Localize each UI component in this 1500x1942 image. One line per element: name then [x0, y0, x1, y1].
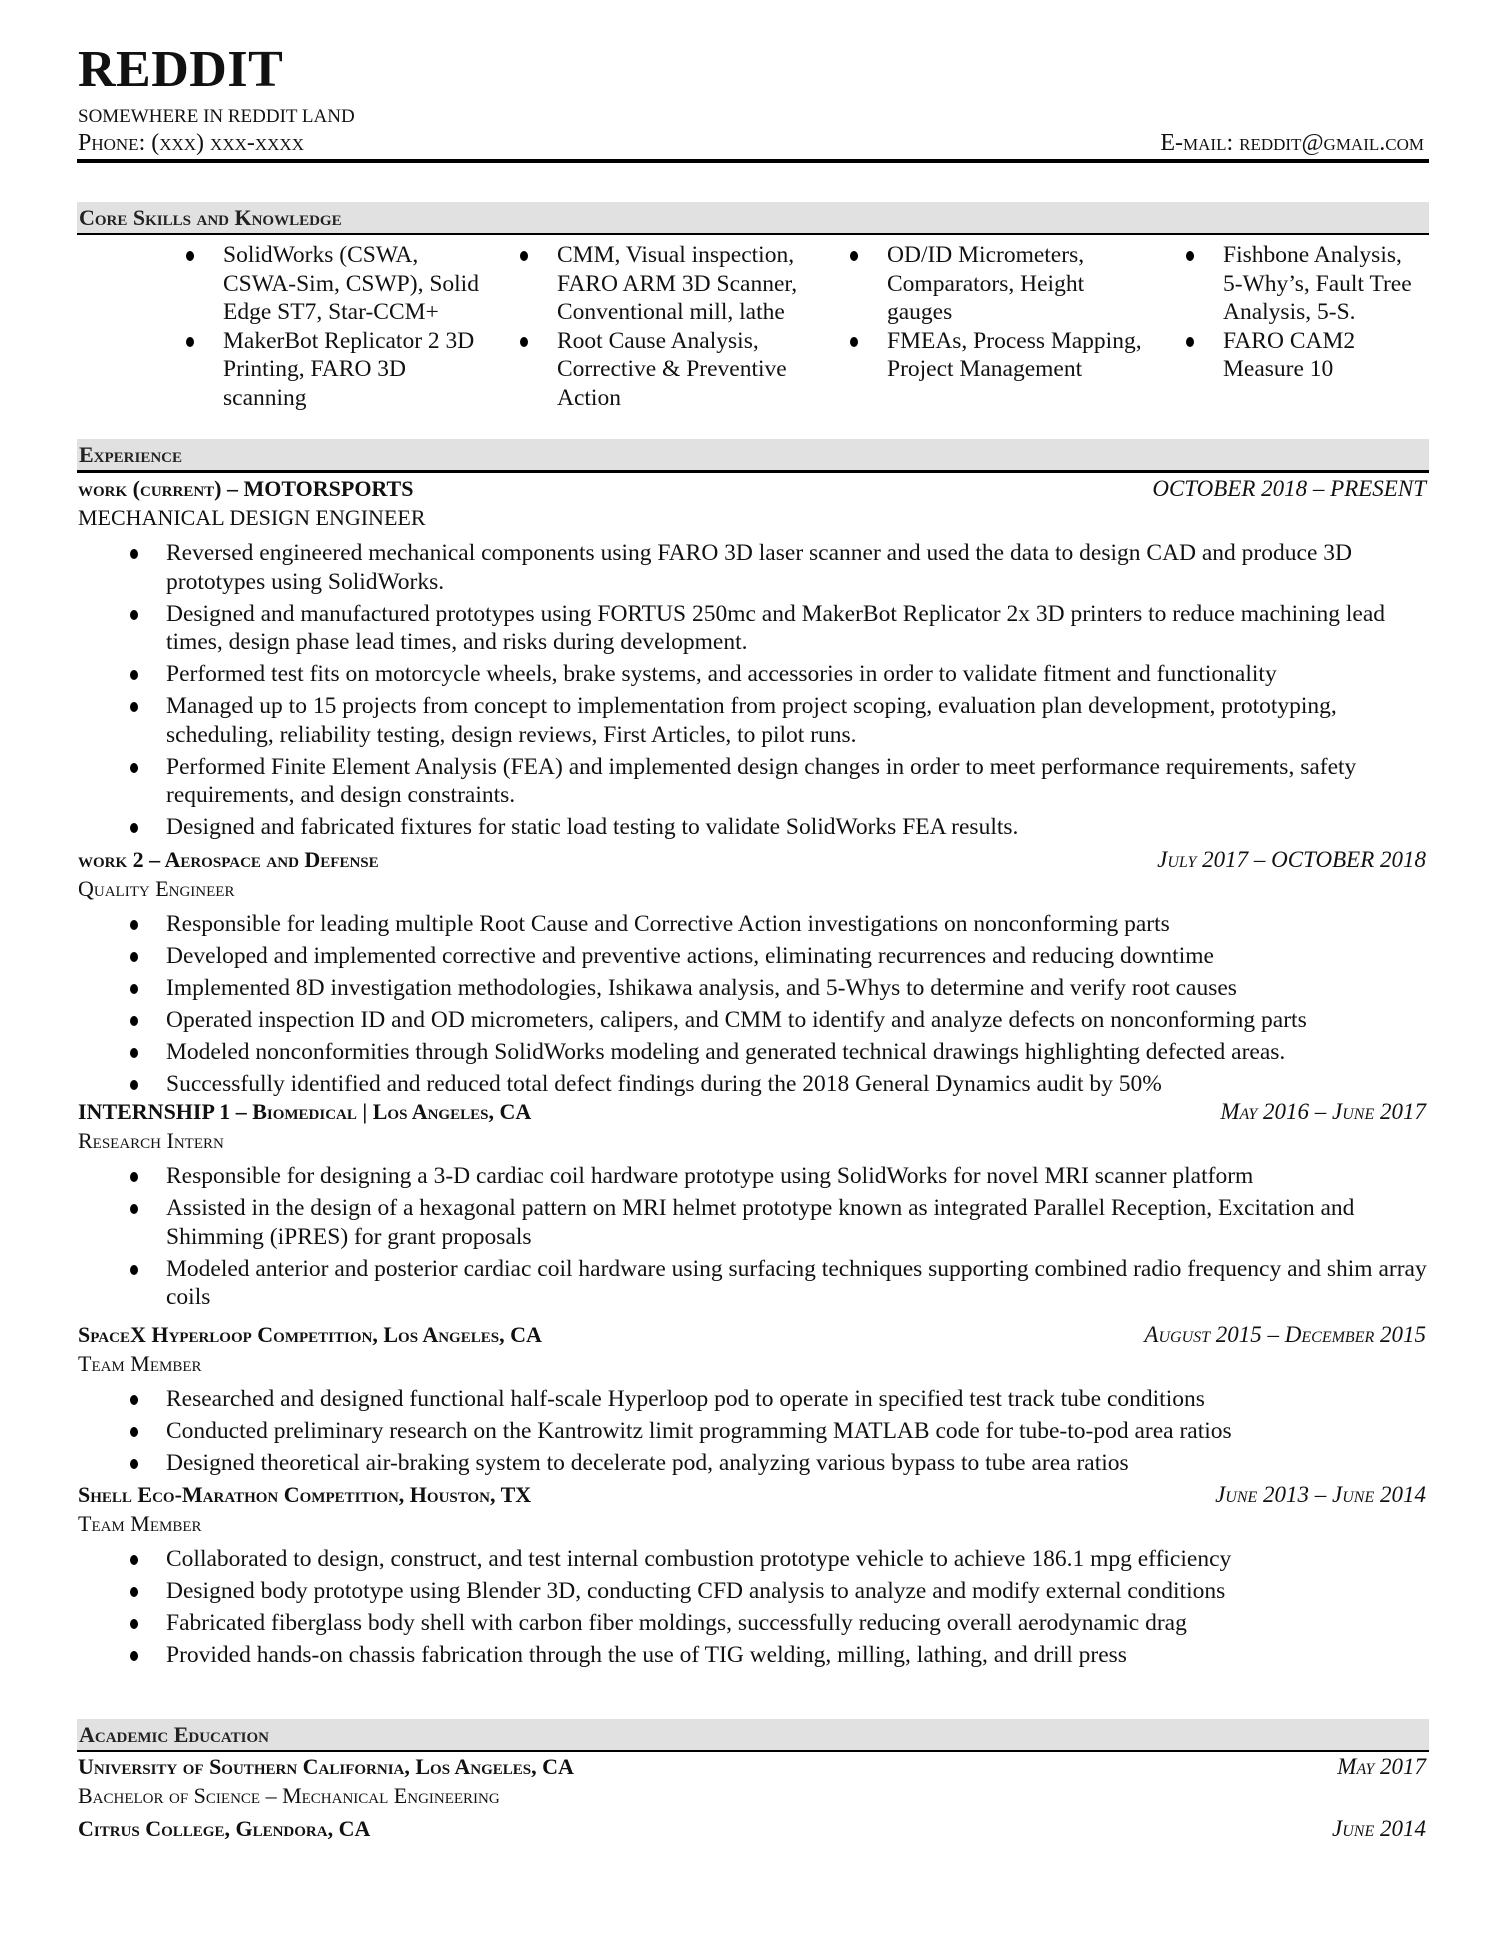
- job-entry: [78, 1097, 1428, 1315]
- job-organization: work (current) – MOTORSPORTS: [78, 476, 414, 501]
- job-header: [78, 474, 1428, 503]
- degree: Bachelor of Science – Mechanical Engineering: [78, 1783, 500, 1808]
- job-title: Team Member: [78, 1351, 202, 1376]
- skill-item: MakerBot Replicator 2 3D Printing, FARO 3D scanning: [223, 327, 513, 413]
- job-dates: May 2016 – June 2017: [1220, 1099, 1426, 1124]
- job-dates: July 2017 – OCTOBER 2018: [1157, 847, 1426, 872]
- job-entry: [78, 1320, 1428, 1481]
- school-name: University of Southern California, Los Angeles, CA: [78, 1754, 574, 1779]
- bullet-item: Successfully identified and reduced total defect findings during the 2018 General Dynamics audit by 50%: [166, 1070, 1428, 1099]
- bullet-item: Conducted preliminary research on the Kantrowitz limit programming MATLAB code for tube-to-pod area ratios: [166, 1417, 1428, 1446]
- bullet-item: Designed theoretical air-braking system to decelerate pod, analyzing various bypass to tube area ratios: [166, 1449, 1428, 1478]
- bullet-item: Developed and implemented corrective and preventive actions, eliminating recurrences and reducing downtime: [166, 942, 1428, 971]
- job-bullets: [78, 539, 1428, 842]
- job-title: Team Member: [78, 1511, 202, 1536]
- section-header-experience: [77, 439, 1429, 473]
- job-header: [78, 1320, 1428, 1349]
- job-title: Quality Engineer: [78, 876, 235, 901]
- job-entry: [78, 1480, 1428, 1673]
- school-date: May 2017: [1337, 1754, 1426, 1779]
- skills-column-1: [223, 241, 513, 412]
- job-header: [78, 1097, 1428, 1126]
- bullet-item: Managed up to 15 projects from concept to implementation from project scoping, evaluation plan development, prototyping, scheduling, reliability testing, design reviews, First Articles, to pilot runs.: [166, 692, 1428, 749]
- bullet-item: Performed Finite Element Analysis (FEA) and implemented design changes in order to meet performance requirements, safety requirements, and design constraints.: [166, 753, 1428, 810]
- email: E-mail: reddit@gmail.com: [1160, 130, 1424, 156]
- skill-item: Fishbone Analysis, 5-Why’s, Fault Tree Analysis, 5-S.: [1223, 241, 1463, 327]
- bullet-item: Modeled nonconformities through SolidWorks modeling and generated technical drawings highlighting defected areas.: [166, 1038, 1428, 1067]
- bullet-item: Assisted in the design of a hexagonal pattern on MRI helmet prototype known as integrated Parallel Reception, Excitation and Shimming (iPRES) for grant proposals: [166, 1194, 1428, 1251]
- bullet-item: Implemented 8D investigation methodologies, Ishikawa analysis, and 5-Whys to determine and verify root causes: [166, 974, 1428, 1003]
- bullet-item: Modeled anterior and posterior cardiac coil hardware using surfacing techniques supporting combined radio frequency and shim array coils: [166, 1255, 1427, 1310]
- bullet-item: Responsible for designing a 3-D cardiac coil hardware prototype using SolidWorks for novel MRI scanner platform: [166, 1162, 1428, 1191]
- job-dates: August 2015 – December 2015: [1144, 1322, 1426, 1347]
- bullet-item: Responsible for leading multiple Root Cause and Corrective Action investigations on nonconforming parts: [166, 910, 1428, 939]
- section-title: Academic Education: [79, 1722, 269, 1747]
- section-title: Experience: [79, 442, 183, 467]
- header-divider: [77, 159, 1429, 163]
- bullet-item: Designed body prototype using Blender 3D, conducting CFD analysis to analyze and modify external conditions: [166, 1577, 1428, 1606]
- school-entry: [78, 1814, 1428, 1843]
- bullet-item: Designed and manufactured prototypes using FORTUS 250mc and MakerBot Replicator 2x 3D printers to reduce machining lead times, design phase lead times, and risks during development.: [166, 600, 1428, 657]
- bullet-item: Provided hands-on chassis fabrication through the use of TIG welding, milling, lathing, and drill press: [166, 1641, 1428, 1670]
- job-title: Research Intern: [78, 1128, 224, 1153]
- skill-item: Root Cause Analysis, Corrective & Preventive Action: [557, 327, 857, 413]
- phone: Phone: (xxx) xxx-xxxx: [78, 130, 304, 156]
- bullet-item: Operated inspection ID and OD micrometers, calipers, and CMM to identify and analyze defects on nonconforming parts: [166, 1006, 1428, 1035]
- job-bullets: [78, 1162, 1428, 1312]
- job-title: MECHANICAL DESIGN ENGINEER: [78, 505, 426, 530]
- bullet-item: Performed test fits on motorcycle wheels, brake systems, and accessories in order to validate fitment and functionality: [166, 660, 1428, 689]
- bullet-item: Researched and designed functional half-scale Hyperloop pod to operate in specified test track tube conditions: [166, 1385, 1428, 1414]
- school-name: Citrus College, Glendora, CA: [78, 1816, 371, 1841]
- skill-item: CMM, Visual inspection, FARO ARM 3D Scanner, Conventional mill, lathe: [557, 241, 857, 327]
- skill-item: OD/ID Micrometers, Comparators, Height gauges: [887, 241, 1187, 327]
- section-header-skills: [77, 202, 1429, 235]
- bullet-item: Designed and fabricated fixtures for static load testing to validate SolidWorks FEA results.: [166, 813, 1428, 842]
- job-dates: OCTOBER 2018 – PRESENT: [1152, 476, 1426, 501]
- job-bullets: [78, 1385, 1428, 1478]
- bullet-item: Reversed engineered mechanical components using FARO 3D laser scanner and used the data to design CAD and produce 3D prototypes using SolidWorks.: [166, 539, 1428, 596]
- job-organization: SpaceX Hyperloop Competition, Los Angeles, CA: [78, 1322, 542, 1347]
- bullet-item: Fabricated fiberglass body shell with carbon fiber moldings, successfully reducing overall aerodynamic drag: [166, 1609, 1428, 1638]
- job-header: [78, 845, 1428, 874]
- job-header: [78, 1480, 1428, 1509]
- job-organization: Shell Eco-Marathon Competition, Houston, TX: [78, 1482, 532, 1507]
- job-organization: work 2 – Aerospace and Defense: [78, 847, 379, 872]
- skills-column-3: [887, 241, 1187, 384]
- job-entry: [78, 845, 1428, 1102]
- skill-item: FMEAs, Process Mapping, Project Management: [887, 327, 1187, 384]
- job-dates: June 2013 – June 2014: [1215, 1482, 1426, 1507]
- candidate-name: REDDIT: [78, 41, 284, 98]
- skills-column-4: [1223, 241, 1463, 384]
- address: SOMEWHERE IN REDDIT LAND: [78, 106, 355, 127]
- school-entry: [78, 1752, 1428, 1810]
- school-date: June 2014: [1332, 1816, 1426, 1841]
- bullet-item: Collaborated to design, construct, and test internal combustion prototype vehicle to achieve 186.1 mpg efficiency: [166, 1545, 1428, 1574]
- section-title: Core Skills and Knowledge: [79, 205, 342, 230]
- job-organization: INTERNSHIP 1 – Biomedical | Los Angeles, CA: [78, 1099, 532, 1124]
- skill-item: SolidWorks (CSWA, CSWA-Sim, CSWP), Solid Edge ST7, Star-CCM+: [223, 241, 513, 327]
- job-bullets: [78, 1545, 1428, 1670]
- skills-column-2: [557, 241, 857, 412]
- skill-item: FARO CAM2 Measure 10: [1223, 327, 1463, 384]
- job-bullets: [78, 910, 1428, 1099]
- section-header-education: [77, 1719, 1429, 1752]
- job-entry: [78, 474, 1428, 845]
